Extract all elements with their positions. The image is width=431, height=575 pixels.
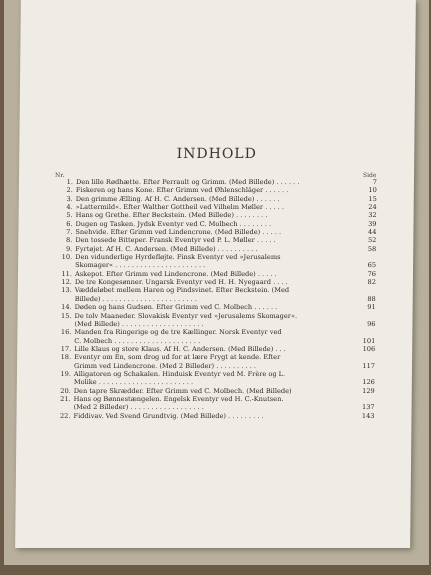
entry-page: 88 xyxy=(367,286,376,303)
entry-title: Snehvide. Efter Grimm ved Lindencrone. (Med Billede) . . . . . xyxy=(75,228,282,237)
entry-number: 19. xyxy=(60,369,71,378)
toc-entry xyxy=(59,370,375,387)
entry-page: 15 xyxy=(368,194,377,203)
entry-number: 3. xyxy=(66,194,73,203)
entry-number: 8. xyxy=(66,236,73,245)
entry-title: Eventyr om En, som drog ud for at lære Frygt at kende. Efter Grimm ved Lindencrone. (Med 2 Billeder) . . . . . . . . . . xyxy=(73,353,281,370)
toc-entry xyxy=(59,395,375,412)
entry-number: 21. xyxy=(60,394,71,403)
toc-entry xyxy=(58,412,374,420)
entry-number: 5. xyxy=(66,211,73,220)
entry-page: 117 xyxy=(362,353,376,370)
entry-page: 24 xyxy=(368,203,377,212)
entry-number: 2. xyxy=(66,186,73,195)
entry-number: 11. xyxy=(61,269,73,278)
entry-page: 10 xyxy=(368,186,377,195)
entry-page: 129 xyxy=(362,386,375,395)
toc-entry xyxy=(60,253,376,270)
toc-entry xyxy=(59,312,375,329)
entry-number: 7. xyxy=(66,228,73,237)
toc-entry xyxy=(60,303,376,311)
table-of-contents xyxy=(58,178,377,420)
entry-number: 4. xyxy=(66,203,73,212)
entry-title: Alligatoren og Schakalen. Hinduisk Eventyr ved M. Frère og L. Molike . . . . . . . . . . . . . . . . . . . . . . . xyxy=(73,369,286,387)
entry-number: 20. xyxy=(60,386,71,395)
entry-title: Lille Klaus og store Klaus. Af H. C. Andersen. (Med Billede) . . . xyxy=(74,344,286,353)
entry-number: 1. xyxy=(66,178,74,186)
entry-number: 12. xyxy=(61,278,72,287)
toc-entry xyxy=(61,178,377,186)
entry-title: Fyrtøjet. Af H. C. Andersen. (Med Billede) . . . . . . . . . . xyxy=(75,244,258,253)
entry-page: 76 xyxy=(367,269,377,278)
entry-title: Den lille Rødhætte. Efter Perrault og Grimm. (Med Billede) . . . . . . xyxy=(75,178,300,186)
toc-entry xyxy=(59,387,375,395)
entry-title: Den tapre Skrædder. Efter Grimm ved C. Molbech. (Med Billede) xyxy=(73,386,292,395)
column-header-nr: Nr. xyxy=(54,172,65,179)
entry-page: 106 xyxy=(362,344,376,353)
toc-entry xyxy=(60,270,376,278)
entry-title: De tre Kongesønner. Ungarsk Eventyr ved H. H. Nyegaard . . . . xyxy=(74,278,288,287)
entry-page: 143 xyxy=(361,411,375,420)
entry-title: Den vidunderlige Hyrdefløjte. Finsk Eventyr ved »Jerusalems Skomager« . . . . . . . . . . . . . . . . . . . . . . xyxy=(75,253,281,270)
entry-title: Den grimme Ælling. Af H. C. Andersen. (Med Billede) . . . . . . xyxy=(75,194,280,203)
entry-number: 13. xyxy=(61,286,72,295)
entry-page: 96 xyxy=(367,311,376,328)
toc-entry xyxy=(61,195,377,203)
toc-entry xyxy=(59,345,375,353)
entry-page: 44 xyxy=(368,228,377,237)
toc-entry xyxy=(59,328,375,345)
entry-title: De tolv Maaneder. Slovakisk Eventyr ved »Jerusalems Skomager«. (Med Billede) . . . . . . . . . . . . . . . . . . . . xyxy=(74,311,298,328)
toc-entry xyxy=(60,245,376,253)
entry-number: 14. xyxy=(61,303,72,312)
entry-title: »Lattermild«. Efter Walther Gottheil ved Vilhelm Møller . . . . . xyxy=(75,203,285,212)
entry-page: 91 xyxy=(367,303,376,312)
toc-entry xyxy=(60,228,376,236)
entry-number: 22. xyxy=(59,411,71,420)
entry-page: 126 xyxy=(362,369,375,387)
entry-title: Fiskeren og hans Kone. Efter Grimm ved Øhlenschläger . . . . . . xyxy=(75,186,289,195)
entry-page: 82 xyxy=(367,278,376,287)
entry-title: Den tossede Bitteper. Fransk Eventyr ved P. L. Møller . . . . . xyxy=(75,236,276,245)
entry-page: 7 xyxy=(372,178,378,186)
entry-page: 32 xyxy=(368,211,377,220)
entry-number: 16. xyxy=(60,328,72,337)
entry-title: Hans og Bønnestængelen. Engelsk Eventyr ved H. C.-Knutsen. (Med 2 Billeder) . . . . . . . . . . . . . . . . . . xyxy=(73,394,284,412)
entry-number: 9. xyxy=(65,244,73,253)
entry-title: Askepot. Efter Grimm ved Lindencrone. (Med Billede) . . . . . xyxy=(74,269,277,278)
entry-page: 39 xyxy=(368,219,377,228)
entry-page: 101 xyxy=(362,328,376,345)
toc-entry xyxy=(61,211,377,219)
toc-entry xyxy=(60,278,376,286)
entry-title: Væddeløbet mellem Haren og Pindsvinet. Efter Beckstein. (Med Billede) . . . . . . . . . . . . . . . . . . . . . . . xyxy=(74,286,290,303)
toc-entry xyxy=(60,286,376,303)
entry-number: 6. xyxy=(66,219,73,228)
entry-number: 18. xyxy=(60,353,72,362)
entry-page: 58 xyxy=(367,244,377,253)
entry-title: Manden fra Ringerige og de tre Kællinger. Norsk Eventyr ved C. Molbech . . . . . . . . . . . . . . . . . . . . . xyxy=(74,328,282,345)
entry-number: 17. xyxy=(60,344,72,353)
page-title: INDHOLD xyxy=(176,146,257,162)
entry-number: 10. xyxy=(61,253,73,262)
column-header-side: Side xyxy=(362,172,377,179)
entry-title: Hans og Grethe. Efter Beckstein. (Med Billede) . . . . . . . . xyxy=(75,211,268,220)
book-page xyxy=(15,0,416,548)
entry-page: 52 xyxy=(367,236,377,245)
entry-title: Døden og hans Gudsøn. Efter Grimm ved C. Molbech . . . . . . xyxy=(74,303,278,312)
entry-title: Dugen og Tasken. Jydsk Eventyr ved C. Molbech . . . . . . . . xyxy=(75,219,272,228)
toc-entry xyxy=(61,186,377,194)
toc-entry xyxy=(61,203,377,211)
toc-entry xyxy=(60,236,376,244)
entry-page: 137 xyxy=(361,394,375,412)
toc-entry xyxy=(59,353,375,370)
entry-number: 15. xyxy=(61,311,72,320)
entry-title: Fiddivav. Ved Svend Grundtvig. (Med Billede) . . . . . . . . . xyxy=(73,411,264,420)
entry-page: 65 xyxy=(367,253,377,270)
toc-entry xyxy=(60,220,376,228)
